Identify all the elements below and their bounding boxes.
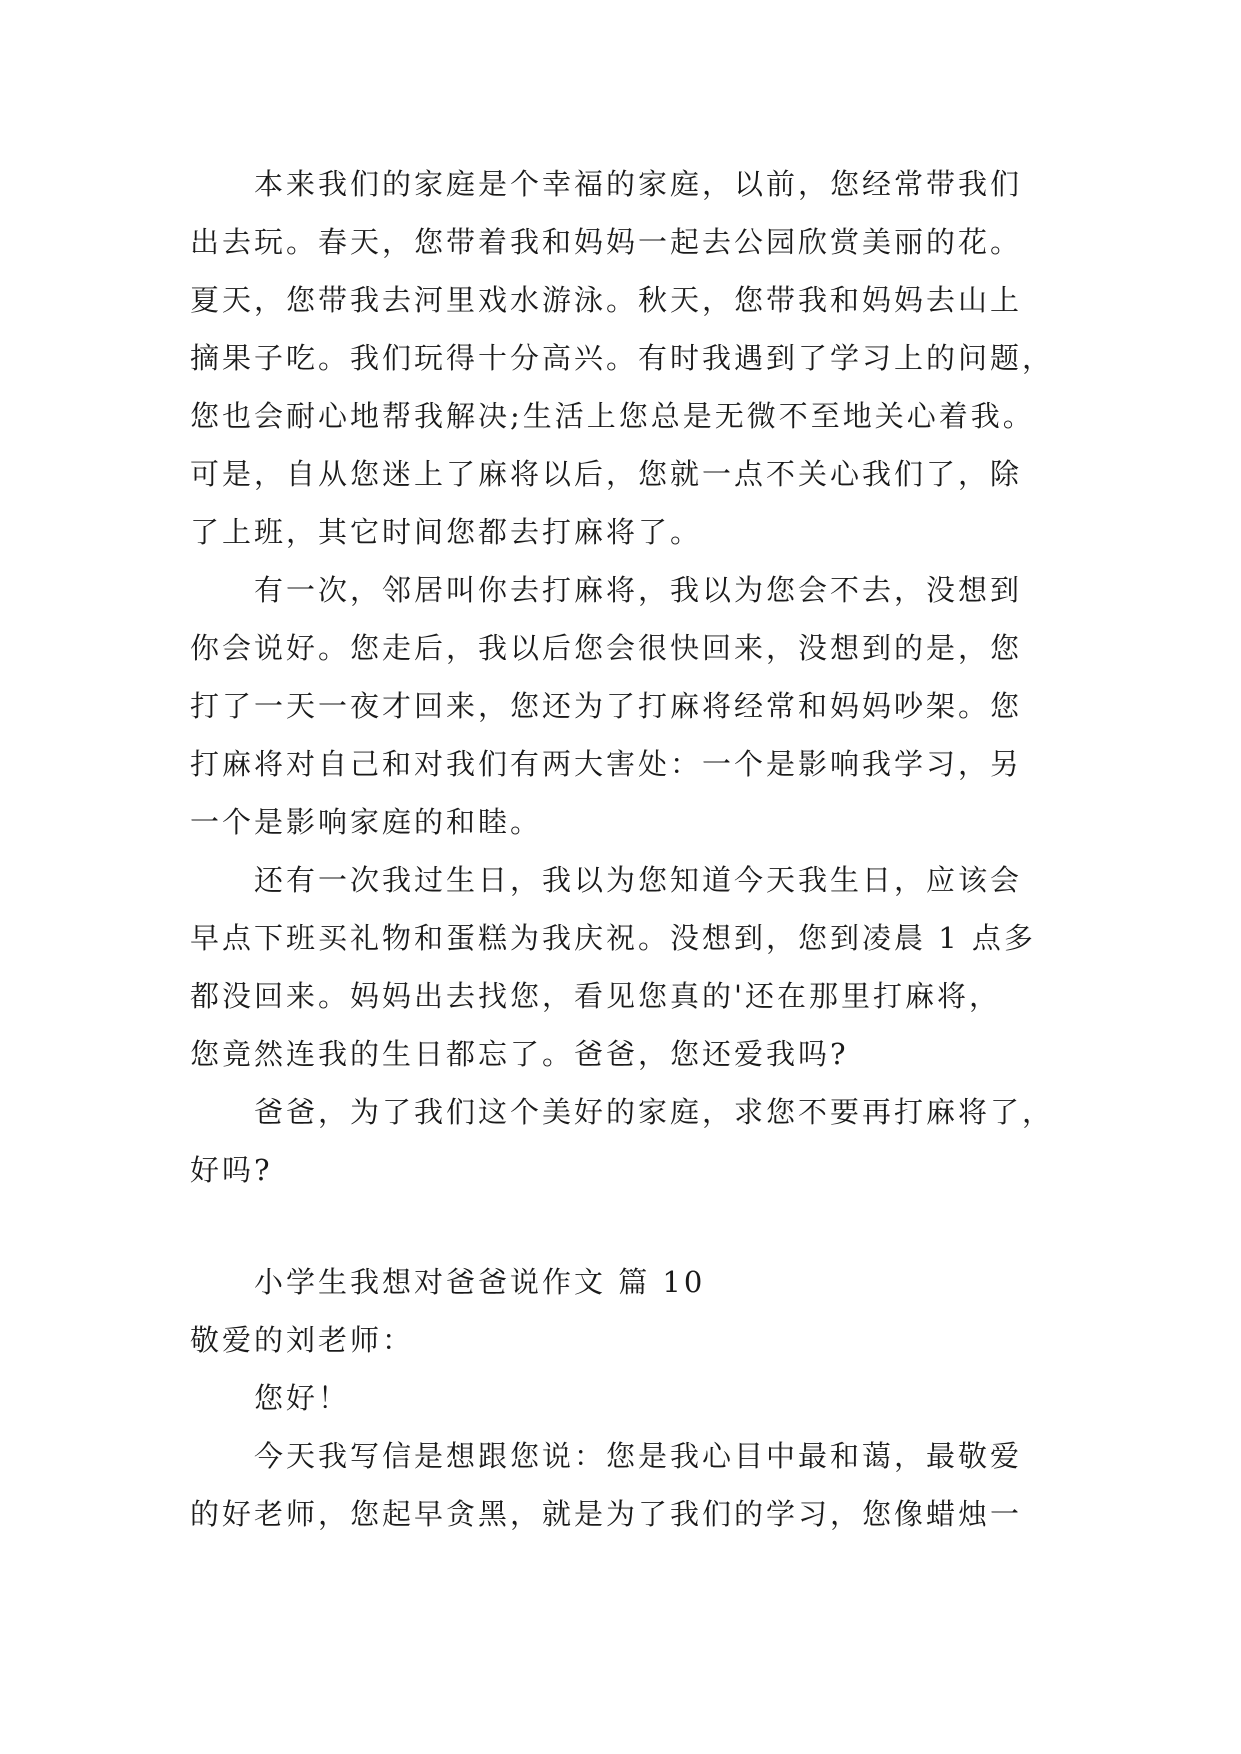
greeting: 您好！ (254, 1381, 351, 1415)
text-line: 本来我们的家庭是个幸福的家庭，以前，您经常带我们 (254, 167, 1023, 201)
text-line: 您竟然连我的生日都忘了。爸爸，您还爱我吗? (190, 1037, 849, 1071)
text-line: 都没回来。妈妈出去找您，看见您真的'还在那里打麻将， (190, 979, 1001, 1013)
text-line: 好吗? (190, 1153, 273, 1187)
text-line: 今天我写信是想跟您说：您是我心目中最和蔼，最敬爱 (254, 1439, 1023, 1473)
text-line: 一个是影响家庭的和睦。 (190, 805, 543, 839)
text-line: 你会说好。您走后，我以后您会很快回来，没想到的是，您 (190, 631, 1023, 665)
text-line: 有一次，邻居叫你去打麻将，我以为您会不去，没想到 (254, 573, 1023, 607)
text-line: 了上班，其它时间您都去打麻将了。 (190, 515, 703, 549)
text-line: 摘果子吃。我们玩得十分高兴。有时我遇到了学习上的问题， (190, 341, 1055, 375)
text-line: 打麻将对自己和对我们有两大害处：一个是影响我学习，另 (190, 747, 1023, 781)
text-line: 夏天，您带我去河里戏水游泳。秋天，您带我和妈妈去山上 (190, 283, 1023, 317)
section-heading: 小学生我想对爸爸说作文 篇 10 (254, 1265, 706, 1299)
text-line: 打了一天一夜才回来，您还为了打麻将经常和妈妈吵架。您 (190, 689, 1023, 723)
salutation: 敬爱的刘老师： (190, 1323, 415, 1357)
text-line: 可是，自从您迷上了麻将以后，您就一点不关心我们了，除 (190, 457, 1023, 491)
text-line: 的好老师，您起早贪黑，就是为了我们的学习，您像蜡烛一 (190, 1497, 1023, 1531)
text-line: 早点下班买礼物和蛋糕为我庆祝。没想到，您到凌晨 1 点多 (190, 921, 1036, 955)
text-line: 还有一次我过生日，我以为您知道今天我生日，应该会 (254, 863, 1023, 897)
text-line: 爸爸，为了我们这个美好的家庭，求您不要再打麻将了， (254, 1095, 1055, 1129)
text-line: 您也会耐心地帮我解决;生活上您总是无微不至地关心着我。 (190, 399, 1035, 433)
text-line: 出去玩。春天，您带着我和妈妈一起去公园欣赏美丽的花。 (190, 225, 1023, 259)
